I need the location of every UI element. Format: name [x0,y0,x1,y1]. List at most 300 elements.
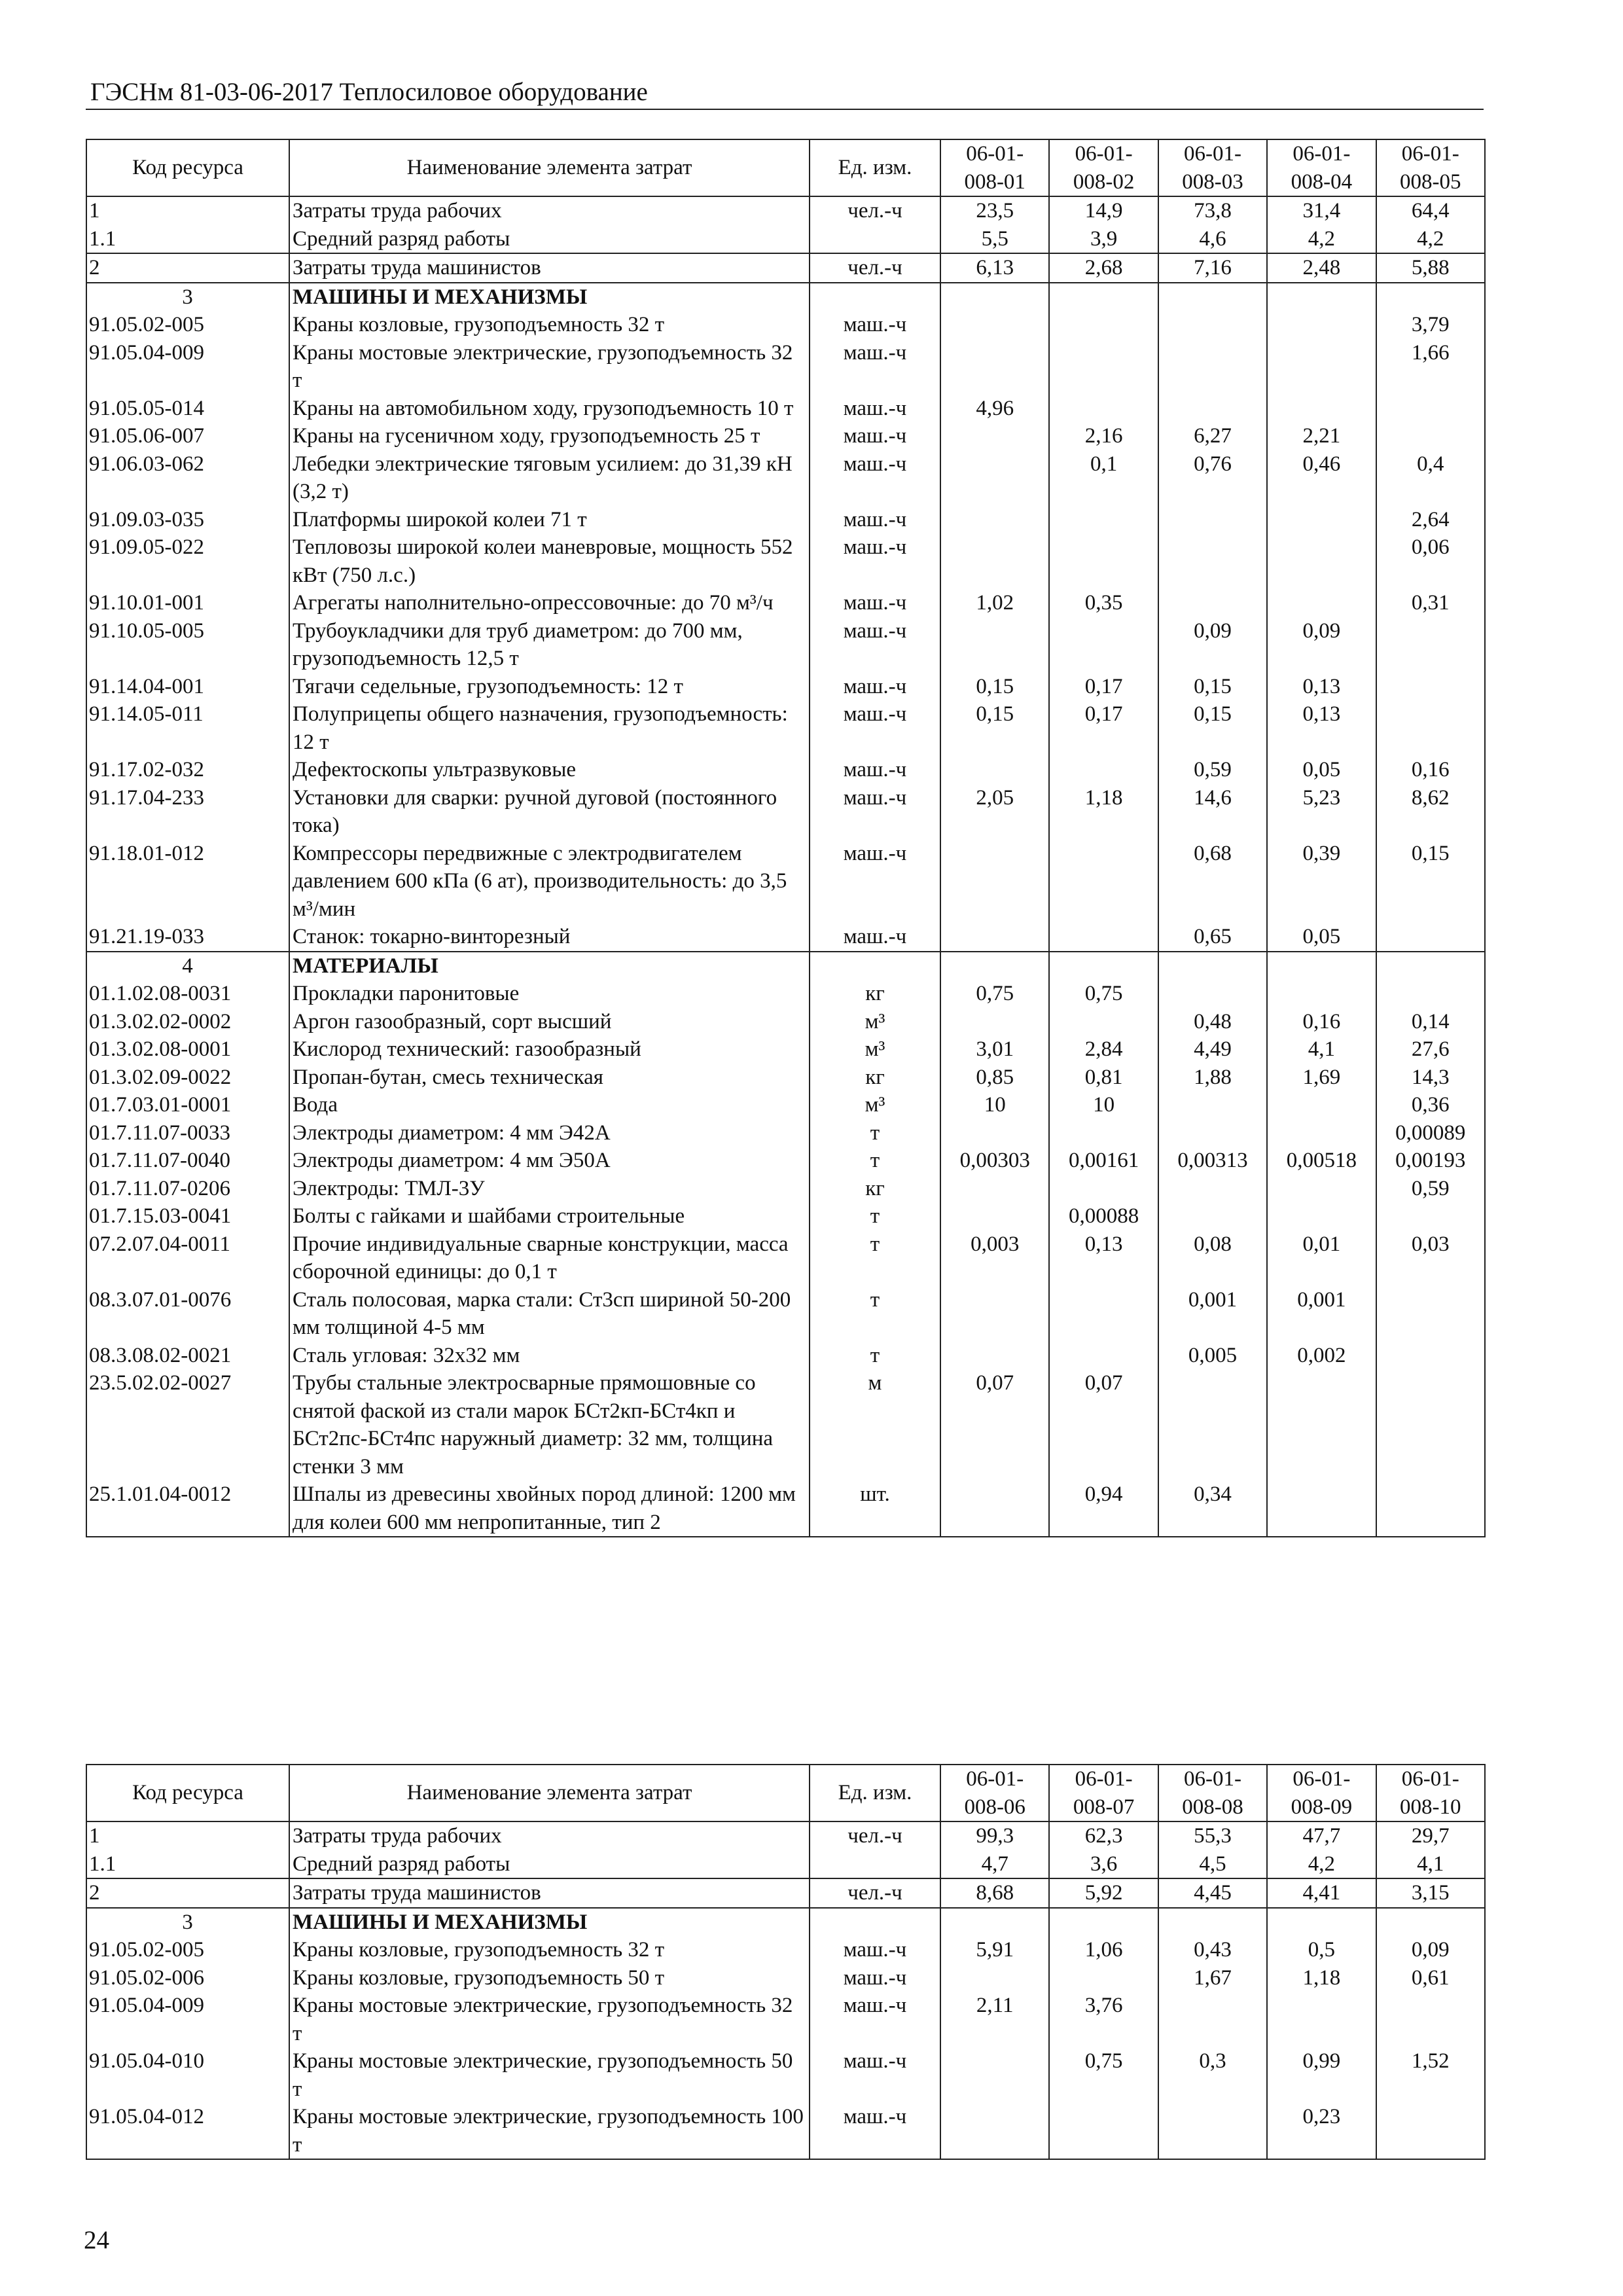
value-cell [1158,589,1267,617]
unit-cell: м [810,1369,940,1480]
value-cell: 3,76 [1049,1992,1158,2047]
resource-code: 91.05.04-009 [86,339,289,395]
col-header-unit: Ед. изм. [810,139,940,196]
col-header-norm: 06-01- 008-03 [1158,139,1267,196]
unit-cell: маш.-ч [810,2047,940,2103]
value-cell: 2,68 [1049,253,1158,283]
resource-name: Пропан-бутан, смесь техническая [289,1064,810,1092]
table-row [86,1286,1485,1342]
value-cell: 0,07 [1049,1369,1158,1480]
value-cell: 4,6 [1158,225,1267,254]
unit-cell: чел.-ч [810,1821,940,1850]
resource-name: Средний разряд работы [289,225,810,254]
value-cell: 6,27 [1158,422,1267,450]
resource-name: Краны на автомобильном ходу, грузоподъемность 10 т [289,395,810,423]
value-cell: 0,16 [1376,756,1485,784]
value-cell [1049,1342,1158,1370]
resource-name: Вода [289,1091,810,1119]
table-row [86,1821,1485,1850]
resource-code: 01.1.02.08-0031 [86,980,289,1008]
value-cell [1267,1119,1376,1147]
value-cell: 0,15 [1158,700,1267,756]
resource-code: 01.7.11.07-0040 [86,1147,289,1175]
unit-cell: маш.-ч [810,506,940,534]
table-row [86,923,1485,952]
resource-name: МАШИНЫ И МЕХАНИЗМЫ [289,283,810,312]
resource-name: Платформы широкой колеи 71 т [289,506,810,534]
resource-code: 91.05.02-006 [86,1964,289,1992]
resource-name: Шпалы из древесины хвойных пород длиной: 1200 мм для колеи 600 мм непропитанные, тип 2 [289,1480,810,1537]
value-cell [1267,589,1376,617]
value-cell: 0,00088 [1049,1202,1158,1230]
unit-cell: маш.-ч [810,617,940,673]
value-cell: 0,13 [1049,1230,1158,1286]
table-body [86,1821,1485,2159]
table-row [86,1342,1485,1370]
table-row [86,1964,1485,1992]
resource-code: 1 [86,1821,289,1850]
resource-code: 91.09.05-022 [86,533,289,589]
value-cell: 0,05 [1267,756,1376,784]
table-header-row [86,1765,1485,1821]
value-cell: 3,6 [1049,1850,1158,1879]
value-cell: 4,2 [1267,1850,1376,1879]
table-row [86,673,1485,701]
value-cell [1376,1992,1485,2047]
resource-name: Электроды: ТМЛ-3У [289,1175,810,1203]
table-row [86,2103,1485,2159]
value-cell [1049,506,1158,534]
resource-code: 01.3.02.02-0002 [86,1008,289,1036]
resource-code: 91.14.04-001 [86,673,289,701]
unit-cell: т [810,1147,940,1175]
resource-name: Краны мостовые электрические, грузоподъемность 50 т [289,2047,810,2103]
value-cell [1158,1992,1267,2047]
value-cell [1376,1202,1485,1230]
col-header-norm: 06-01- 008-09 [1267,1765,1376,1821]
unit-cell: маш.-ч [810,840,940,924]
table-row [86,840,1485,924]
value-cell [1376,952,1485,980]
value-cell [1158,506,1267,534]
value-cell: 73,8 [1158,196,1267,225]
value-cell [1376,923,1485,952]
value-cell: 0,99 [1267,2047,1376,2103]
table-row [86,617,1485,673]
value-cell: 0,00313 [1158,1147,1267,1175]
value-cell: 0,00089 [1376,1119,1485,1147]
table-row [86,339,1485,395]
table-row [86,952,1485,980]
value-cell: 1,67 [1158,1964,1267,1992]
resource-code: 91.10.01-001 [86,589,289,617]
resource-code: 91.05.02-005 [86,1936,289,1964]
value-cell [1158,395,1267,423]
resource-code: 25.1.01.04-0012 [86,1480,289,1537]
value-cell: 1,18 [1267,1964,1376,1992]
value-cell [1158,1908,1267,1937]
value-cell: 0,34 [1158,1480,1267,1537]
table-row [86,2047,1485,2103]
value-cell [1049,339,1158,395]
resource-name: Затраты труда рабочих [289,196,810,225]
value-cell: 0,75 [1049,2047,1158,2103]
resource-name: Краны мостовые электрические, грузоподъемность 32 т [289,339,810,395]
value-cell [1158,952,1267,980]
value-cell [1049,923,1158,952]
value-cell: 4,1 [1267,1035,1376,1064]
unit-cell: м³ [810,1035,940,1064]
value-cell: 0,59 [1376,1175,1485,1203]
value-cell: 0,00161 [1049,1147,1158,1175]
value-cell: 0,05 [1267,923,1376,952]
value-cell [1376,422,1485,450]
unit-cell: чел.-ч [810,253,940,283]
value-cell: 1,18 [1049,784,1158,840]
table-row [86,450,1485,506]
resource-name: Электроды диаметром: 4 мм Э50А [289,1147,810,1175]
value-cell: 99,3 [940,1821,1049,1850]
unit-cell: т [810,1119,940,1147]
resource-name: Краны козловые, грузоподъемность 50 т [289,1964,810,1992]
resource-name: Краны козловые, грузоподъемность 32 т [289,311,810,339]
value-cell: 0,35 [1049,589,1158,617]
unit-cell: т [810,1342,940,1370]
value-cell [940,1908,1049,1937]
resource-name: Средний разряд работы [289,1850,810,1879]
table-row [86,253,1485,283]
resource-code: 01.3.02.08-0001 [86,1035,289,1064]
value-cell: 0,36 [1376,1091,1485,1119]
value-cell: 0,65 [1158,923,1267,952]
value-cell: 2,16 [1049,422,1158,450]
resource-code: 01.7.03.01-0001 [86,1091,289,1119]
unit-cell [810,952,940,980]
resource-name: Трубы стальные электросварные прямошовные со снятой фаской из стали марок БСт2кп-БСт4кп и БСт2пс-БСт4пс наружный диаметр: 32 мм, толщина стенки 3 мм [289,1369,810,1480]
value-cell: 0,68 [1158,840,1267,924]
value-cell [940,1202,1049,1230]
unit-cell: маш.-ч [810,339,940,395]
value-cell: 1,66 [1376,339,1485,395]
value-cell: 0,001 [1267,1286,1376,1342]
table-row [86,784,1485,840]
value-cell [940,617,1049,673]
resource-code: 2 [86,1878,289,1908]
value-cell [1158,1091,1267,1119]
value-cell: 3,79 [1376,311,1485,339]
value-cell: 0,14 [1376,1008,1485,1036]
value-cell [940,1286,1049,1342]
value-cell [1049,533,1158,589]
resource-code: 08.3.08.02-0021 [86,1342,289,1370]
col-header-norm: 06-01- 008-10 [1376,1765,1485,1821]
unit-cell: кг [810,1175,940,1203]
resource-code: 91.06.03-062 [86,450,289,506]
unit-cell: маш.-ч [810,533,940,589]
table-row [86,1035,1485,1064]
col-header-code: Код ресурса [86,139,289,196]
unit-cell: маш.-ч [810,700,940,756]
value-cell: 0,15 [1158,673,1267,701]
value-cell: 0,003 [940,1230,1049,1286]
resource-name: Краны козловые, грузоподъемность 32 т [289,1936,810,1964]
resource-name: Электроды диаметром: 4 мм Э42А [289,1119,810,1147]
value-cell: 10 [1049,1091,1158,1119]
resource-table-2 [86,1764,1486,2160]
table-body [86,196,1485,1537]
unit-cell: маш.-ч [810,1992,940,2047]
resource-code: 91.05.04-009 [86,1992,289,2047]
value-cell: 0,61 [1376,1964,1485,1992]
unit-cell: м³ [810,1008,940,1036]
value-cell: 8,68 [940,1878,1049,1908]
table-row [86,1119,1485,1147]
value-cell [940,756,1049,784]
value-cell [1376,617,1485,673]
resource-name: Аргон газообразный, сорт высший [289,1008,810,1036]
value-cell [1049,952,1158,980]
col-header-norm: 06-01- 008-06 [940,1765,1049,1821]
table-row [86,1878,1485,1908]
resource-name: Кислород технический: газообразный [289,1035,810,1064]
value-cell: 3,15 [1376,1878,1485,1908]
value-cell [1267,952,1376,980]
value-cell: 14,6 [1158,784,1267,840]
value-cell: 4,1 [1376,1850,1485,1879]
resource-code: 01.7.11.07-0033 [86,1119,289,1147]
table-row [86,1202,1485,1230]
value-cell [940,311,1049,339]
resource-name: Агрегаты наполнительно-опрессовочные: до 70 м³/ч [289,589,810,617]
value-cell [1267,506,1376,534]
resource-code: 2 [86,253,289,283]
resource-name: Тепловозы широкой колеи маневровые, мощность 552 кВт (750 л.с.) [289,533,810,589]
value-cell: 3,01 [940,1035,1049,1064]
table-row [86,756,1485,784]
table-row [86,700,1485,756]
value-cell: 1,06 [1049,1936,1158,1964]
resource-name: Прокладки паронитовые [289,980,810,1008]
resource-name: МАШИНЫ И МЕХАНИЗМЫ [289,1908,810,1937]
value-cell [940,1480,1049,1537]
resource-code: 1.1 [86,1850,289,1879]
value-cell [1049,756,1158,784]
resource-code: 01.7.15.03-0041 [86,1202,289,1230]
resource-name: Краны на гусеничном ходу, грузоподъемность 25 т [289,422,810,450]
resource-code: 91.10.05-005 [86,617,289,673]
value-cell: 0,06 [1376,533,1485,589]
value-cell: 0,4 [1376,450,1485,506]
table-row [86,1008,1485,1036]
value-cell: 47,7 [1267,1821,1376,1850]
value-cell [1049,617,1158,673]
value-cell: 62,3 [1049,1821,1158,1850]
unit-cell: чел.-ч [810,1878,940,1908]
value-cell [940,1964,1049,1992]
resource-name: Затраты труда рабочих [289,1821,810,1850]
resource-code: 3 [86,283,289,312]
unit-cell: т [810,1286,940,1342]
resource-name: Полуприцепы общего назначения, грузоподъемность: 12 т [289,700,810,756]
table-row [86,533,1485,589]
table-row [86,422,1485,450]
value-cell [1158,311,1267,339]
table-row [86,311,1485,339]
value-cell: 1,88 [1158,1064,1267,1092]
unit-cell: маш.-ч [810,589,940,617]
value-cell [1049,395,1158,423]
header-rule [86,109,1484,110]
value-cell [940,1342,1049,1370]
col-header-norm: 06-01- 008-08 [1158,1765,1267,1821]
value-cell: 5,88 [1376,253,1485,283]
value-cell: 2,21 [1267,422,1376,450]
unit-cell: маш.-ч [810,784,940,840]
resource-code: 3 [86,1908,289,1937]
value-cell: 0,13 [1267,673,1376,701]
value-cell [1376,1342,1485,1370]
value-cell [1267,395,1376,423]
resource-code: 91.05.04-012 [86,2103,289,2159]
col-header-name: Наименование элемента затрат [289,1765,810,1821]
value-cell [1376,2103,1485,2159]
unit-cell [810,283,940,312]
value-cell: 14,3 [1376,1064,1485,1092]
unit-cell [810,1908,940,1937]
resource-code: 91.05.05-014 [86,395,289,423]
value-cell: 0,07 [940,1369,1049,1480]
value-cell [1049,1119,1158,1147]
value-cell [1267,1202,1376,1230]
col-header-norm: 06-01- 008-04 [1267,139,1376,196]
value-cell: 4,2 [1376,225,1485,254]
value-cell [1158,283,1267,312]
value-cell: 3,9 [1049,225,1158,254]
resource-code: 91.05.06-007 [86,422,289,450]
table-row [86,506,1485,534]
value-cell: 8,62 [1376,784,1485,840]
value-cell [1267,339,1376,395]
value-cell: 2,11 [940,1992,1049,2047]
value-cell: 14,9 [1049,196,1158,225]
value-cell [1267,1175,1376,1203]
value-cell: 0,81 [1049,1064,1158,1092]
value-cell [1158,980,1267,1008]
resource-name: Дефектоскопы ультразвуковые [289,756,810,784]
unit-cell: т [810,1230,940,1286]
value-cell [940,533,1049,589]
value-cell [1376,980,1485,1008]
unit-cell: маш.-ч [810,923,940,952]
value-cell: 55,3 [1158,1821,1267,1850]
value-cell: 1,52 [1376,2047,1485,2103]
resource-name: Трубоукладчики для труб диаметром: до 700 мм, грузоподъемность 12,5 т [289,617,810,673]
table-row [86,1091,1485,1119]
value-cell [1376,1369,1485,1480]
resource-name: Затраты труда машинистов [289,253,810,283]
col-header-code: Код ресурса [86,1765,289,1821]
value-cell: 0,09 [1376,1936,1485,1964]
unit-cell: маш.-ч [810,1964,940,1992]
value-cell [1376,673,1485,701]
value-cell: 5,5 [940,225,1049,254]
value-cell [1267,1369,1376,1480]
value-cell [940,2047,1049,2103]
value-cell: 0,01 [1267,1230,1376,1286]
value-cell [1376,283,1485,312]
unit-cell: маш.-ч [810,450,940,506]
value-cell: 0,39 [1267,840,1376,924]
value-cell [940,1175,1049,1203]
resource-name: Затраты труда машинистов [289,1878,810,1908]
value-cell [1267,1908,1376,1937]
unit-cell: маш.-ч [810,756,940,784]
value-cell [940,2103,1049,2159]
col-header-unit: Ед. изм. [810,1765,940,1821]
resource-code: 91.21.19-033 [86,923,289,952]
value-cell: 4,49 [1158,1035,1267,1064]
table-row [86,1908,1485,1937]
value-cell [1376,395,1485,423]
value-cell [940,840,1049,924]
col-header-norm: 06-01- 008-02 [1049,139,1158,196]
value-cell: 0,09 [1267,617,1376,673]
value-cell: 5,91 [940,1936,1049,1964]
value-cell [1049,840,1158,924]
resource-code: 4 [86,952,289,980]
resource-code: 08.3.07.01-0076 [86,1286,289,1342]
value-cell: 23,5 [940,196,1049,225]
value-cell: 10 [940,1091,1049,1119]
value-cell: 0,85 [940,1064,1049,1092]
value-cell: 0,16 [1267,1008,1376,1036]
value-cell: 6,13 [940,253,1049,283]
value-cell [940,339,1049,395]
unit-cell: маш.-ч [810,2103,940,2159]
value-cell [1049,1175,1158,1203]
value-cell: 2,05 [940,784,1049,840]
table-header-row [86,139,1485,196]
value-cell: 0,00193 [1376,1147,1485,1175]
value-cell: 0,13 [1267,700,1376,756]
value-cell: 4,41 [1267,1878,1376,1908]
value-cell: 4,2 [1267,225,1376,254]
unit-cell: маш.-ч [810,673,940,701]
unit-cell: шт. [810,1480,940,1537]
resource-name: Сталь полосовая, марка стали: Ст3сп шириной 50-200 мм толщиной 4-5 мм [289,1286,810,1342]
value-cell: 0,23 [1267,2103,1376,2159]
value-cell: 1,69 [1267,1064,1376,1092]
table-row [86,1992,1485,2047]
value-cell: 0,005 [1158,1342,1267,1370]
unit-cell: кг [810,1064,940,1092]
value-cell [1267,311,1376,339]
value-cell [940,952,1049,980]
value-cell: 2,64 [1376,506,1485,534]
unit-cell: маш.-ч [810,422,940,450]
page-header-title: ГЭСНм 81-03-06-2017 Теплосиловое оборудование [90,78,648,106]
value-cell: 0,15 [1376,840,1485,924]
value-cell [1049,2103,1158,2159]
col-header-name: Наименование элемента затрат [289,139,810,196]
table-row [86,1850,1485,1879]
resource-code: 91.17.02-032 [86,756,289,784]
page-number: 24 [84,2226,109,2254]
value-cell: 0,17 [1049,700,1158,756]
value-cell: 1,02 [940,589,1049,617]
value-cell: 0,03 [1376,1230,1485,1286]
value-cell [940,506,1049,534]
